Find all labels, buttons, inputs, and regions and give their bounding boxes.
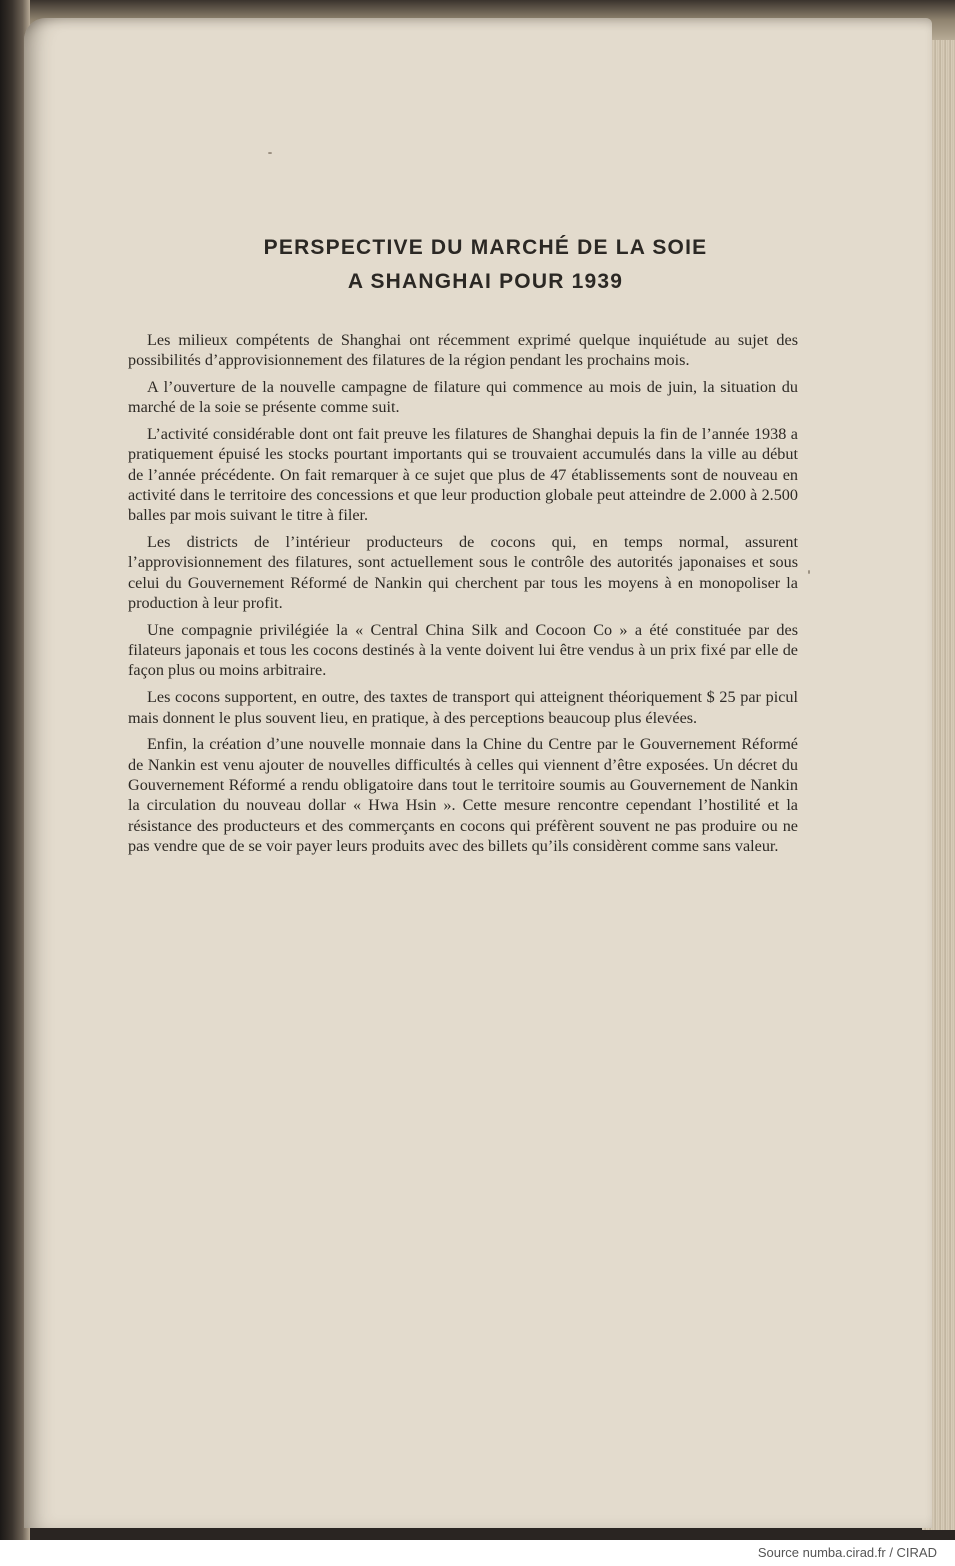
- paragraph: Les districts de l’intérieur producteurs de cocons qui, en temps normal, assurent l’approvisionnement des filatures, sont actuellement sous le contrôle des autorités japonaises et sous celui du Gouvernement Réformé de Nankin qui cherchent par tous les moyens à en monopoliser la production à leur profit.: [128, 533, 798, 613]
- paper-speck: [268, 152, 272, 154]
- paragraph: L’activité considérable dont ont fait preuve les filatures de Shanghai depuis la fin de l’année 1938 a pratiquement épuisé les stocks pourtant importants qui se trouvaient accumulés dans la ville au début de l’année précédente. On fait remarquer à ce sujet que plus de 47 établissements sont de nouveau en activité dans le territoire des concessions et que leur production globale peut atteindre de 2.000 à 2.500 balles par mois suivant le titre à filer.: [128, 425, 798, 525]
- article-body: [128, 330, 798, 863]
- paragraph: A l’ouverture de la nouvelle campagne de filature qui commence au mois de juin, la situation du marché de la soie se présente comme suit.: [128, 378, 798, 417]
- paragraph: Enfin, la création d’une nouvelle monnaie dans la Chine du Centre par le Gouvernement Réformé de Nankin est venu ajouter de nouvelles difficultés à celles qui viennent d’être exposées. Un décret du Gouvernement Réformé a rendu obligatoire dans tout le territoire soumis au Gouvernement de Nankin la circulation du nouveau dollar « Hwa Hsin ». Cette mesure rencontre cependant l’hostilité et la résistance des producteurs et des commerçants en cocons qui préfèrent souvent ne pas produire ou ne pas vendre que de se voir payer leurs produits avec des billets qu’ils considèrent comme sans valeur.: [128, 735, 798, 855]
- paper-speck: [808, 570, 810, 574]
- paragraph: Les milieux compétents de Shanghai ont récemment exprimé quelque inquiétude au sujet des possibilités d’approvisionnement des filatures de la région pendant les prochains mois.: [128, 331, 798, 370]
- source-credit: Source numba.cirad.fr / CIRAD: [757, 1545, 937, 1560]
- paragraph: Une compagnie privilégiée la « Central China Silk and Cocoon Co » a été constituée par des filateurs japonais et tous les cocons destinés à la vente doivent lui être vendus à un prix fixé par elle de façon plus ou moins arbitraire.: [128, 620, 798, 680]
- article-title-line-2: A SHANGHAI POUR 1939: [347, 270, 624, 293]
- article-title-line-1: PERSPECTIVE DU MARCHÉ DE LA SOIE: [263, 236, 708, 259]
- paragraph: Les cocons supportent, en outre, des taxtes de transport qui atteignent théoriquement $ 25 par picul mais donnent le plus souvent lieu, en pratique, à des perceptions beaucoup plus élevées.: [128, 688, 798, 727]
